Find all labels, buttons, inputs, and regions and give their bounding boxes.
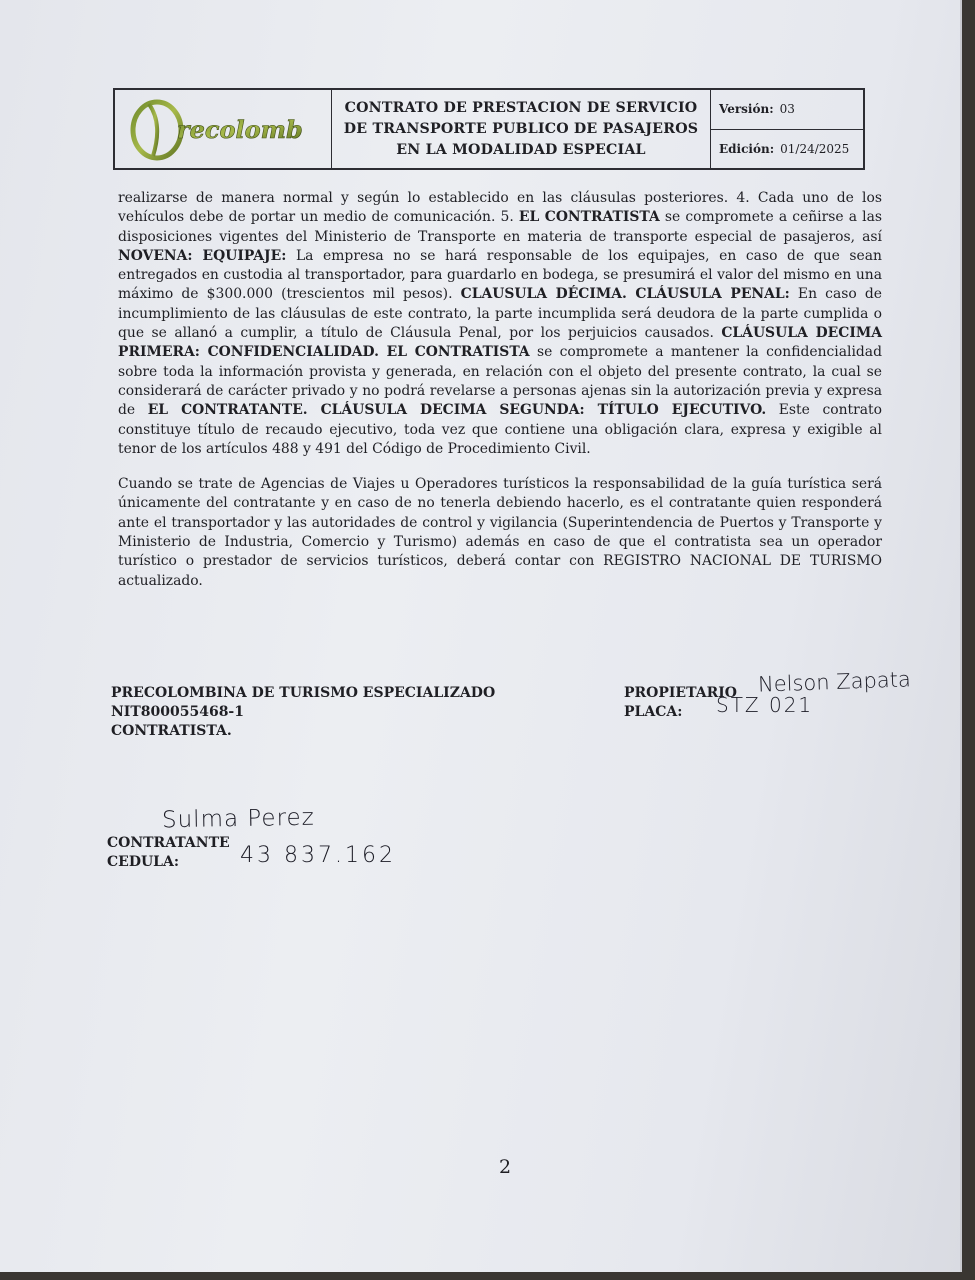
contratante-handwritten-name: Sulma Perez (161, 804, 315, 834)
clause-text: Este contrato constituye título de recaudo ejecutivo, toda vez que contiene una obligación clara, expresa y exigible al tenor de los artículos 488 y 491 del Código de Procedimiento Civil. (118, 402, 882, 457)
cedula-label: CEDULA: (107, 854, 180, 870)
company-nit: NIT800055468-1 (111, 704, 244, 720)
company-logo (115, 90, 332, 168)
clause-heading: CLAUSULA DÉCIMA. CLÁUSULA PENAL: (460, 286, 790, 303)
document-title: CONTRATO DE PRESTACION DE SERVICIO DE TRANSPORTE PUBLICO DE PASAJEROS EN LA MODALIDAD ESPECIAL (332, 90, 711, 168)
clause-text: se compromete a mantener la confidencialidad sobre toda la información provista y generada, en relación con el objeto del presente contrato, la cual se considerará de carácter privado y no podrá revelarse a personas ajenas sin la autorización previa y expresa de (118, 344, 882, 419)
cedula-handwritten-value: 43 837.162 (240, 843, 396, 868)
contratante-label: CONTRATANTE (107, 835, 230, 851)
contract-body (118, 189, 882, 607)
version-row (711, 90, 863, 129)
edition-label: Edición: (719, 141, 775, 156)
precolombina-logo-icon (123, 94, 323, 164)
clause-heading: NOVENA: EQUIPAJE: (118, 247, 287, 264)
propietario-label: PROPIETARIO (624, 685, 737, 701)
clause-text: se compromete a ceñirse a las disposiciones vigentes del Ministerio de Transporte en materia de transporte especial de pasajeros, así (118, 209, 882, 245)
clause-text: La empresa no se hará responsable de los equipajes, en caso de que sean entregados en custodia al transportador, para guardarlo en bodega, se presumirá el valor del mismo en una máximo de $300.000 (trescientos mil pesos). (118, 247, 882, 303)
propietario-handwritten-name: Nelson Zapata (757, 667, 912, 697)
clauses-paragraph (118, 189, 882, 459)
document-header-table (113, 88, 865, 170)
edition-row (711, 129, 863, 169)
placa-label: PLACA: (624, 704, 683, 720)
version-value: 03 (779, 102, 795, 117)
contratante-block (107, 834, 230, 872)
tourism-paragraph: Cuando se trate de Agencias de Viajes u Operadores turísticos la responsabilidad de la guía turística será únicamente del contratante y en caso de no tenerla debiendo hacerlo, es el contratante quien responderá ante el transportador y las autoridades de control y vigilancia (Superintendencia de Puertos y Transporte y Ministerio de Industria, Comercio y Turismo) además en caso de que el contratista sea un operador turístico o prestador de servicios turísticos, deberá contar con REGISTRO NACIONAL DE TURISMO actualizado. (118, 476, 882, 589)
document-meta (711, 90, 863, 168)
contratista-label: CONTRATISTA. (111, 723, 232, 739)
clause-text: realizarse de manera normal y según lo establecido en las cláusulas posteriores. 4. Cada uno de los vehículos debe de portar un medio de comunicación. 5. (118, 190, 882, 226)
version-label: Versión: (719, 102, 774, 117)
placa-handwritten-value: STZ 021 (716, 693, 814, 717)
svg-text:recolomb: recolomb (177, 115, 303, 144)
edition-value: 01/24/2025 (780, 141, 850, 156)
clause-heading: EL CONTRATISTA (518, 209, 660, 226)
clause-heading: EL CONTRATANTE. CLÁUSULA DECIMA SEGUNDA: TÍTULO EJECUTIVO. (147, 402, 767, 419)
clause-heading: CLÁUSULA DECIMA PRIMERA: CONFIDENCIALIDAD. EL CONTRATISTA (118, 325, 882, 361)
company-name: PRECOLOMBINA DE TURISMO ESPECIALIZADO (111, 685, 496, 701)
contratista-block (111, 684, 495, 741)
page-number: 2 (499, 1156, 512, 1178)
clause-text: En caso de incumplimiento de las cláusulas de este contrato, la parte incumplida será deudora de la parte cumplida o que se allanó a cumplir, a título de Cláusula Penal, por los perjuicios causados. (118, 286, 882, 342)
